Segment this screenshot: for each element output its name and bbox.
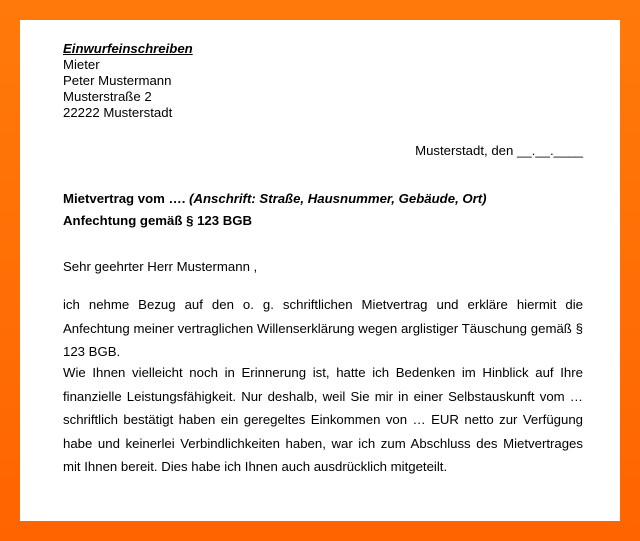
sender-name: Peter Mustermann [63,73,172,88]
sender-street: Musterstraße 2 [63,89,152,104]
salutation: Sehr geehrter Herr Mustermann , [63,259,258,274]
sender-city: 22222 Musterstadt [63,105,173,120]
registered-mail-label: Einwurfeinschreiben [63,41,193,56]
date-line: Musterstadt, den __.__.____ [415,143,583,158]
body-paragraph-1: ich nehme Bezug auf den o. g. schriftlichen Mietvertrag und erkläre hiermit die Anfechtung meiner vertraglichen Willenserklärung wegen arglistiger Täuschung gemäß § 123 BGB. [63,297,583,359]
subject-address-hint: (Anschrift: Straße, Hausnummer, Gebäude, Ort) [189,191,487,206]
sender-address-block [63,41,583,121]
subject-block [63,188,583,232]
sender-role: Mieter [63,57,100,72]
subject-line-1 [63,188,583,210]
subject-contract: Mietvertrag vom …. [63,191,190,206]
subject-line-2: Anfechtung gemäß § 123 BGB [63,213,253,228]
letter-page [20,20,620,521]
body-paragraph-2: Wie Ihnen vielleicht noch in Erinnerung ist, hatte ich Bedenken im Hinblick auf Ihre finanzielle Leistungsfähigkeit. Nur deshalb, weil Sie mir in einer Selbstauskunft vom … schriftlich bestätigt haben ein geregeltes Einkommen von … EUR netto zur Verfügung habe und keinerlei Verbindlichkeiten haben, war ich zum Abschluss des Mietvertrages mit Ihnen bereit. Dies habe ich Ihnen auch ausdrücklich mitgeteilt. [63,365,583,474]
